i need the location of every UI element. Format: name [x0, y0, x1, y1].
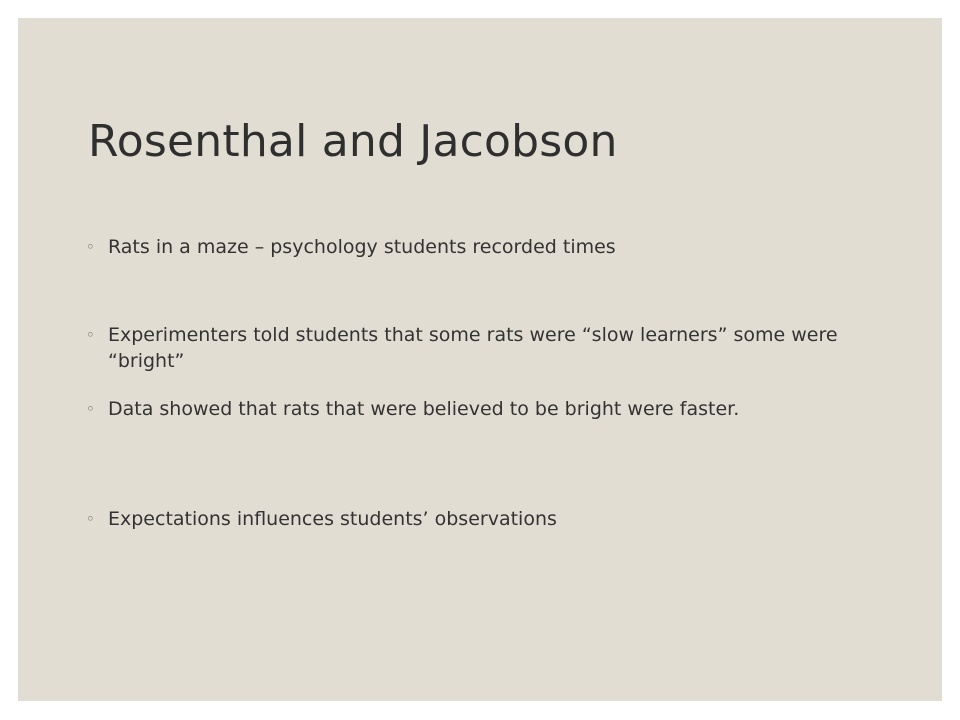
bullet-item: [86, 322, 846, 374]
bullet-text: Data showed that rats that were believed to be bright were faster.: [108, 398, 740, 420]
bullet-item: [86, 234, 846, 260]
bullet-text: Experimenters told students that some rats were “slow learners” some were “bright”: [108, 324, 838, 372]
bullet-marker-icon: ◦: [86, 510, 95, 528]
bullet-text: Rats in a maze – psychology students recorded times: [108, 236, 616, 258]
slide: [18, 18, 942, 701]
slide-title: Rosenthal and Jacobson: [88, 116, 618, 167]
bullet-marker-icon: ◦: [86, 400, 95, 418]
bullet-item: [86, 396, 846, 422]
bullet-marker-icon: ◦: [86, 326, 95, 344]
bullet-text: Expectations influences students’ observations: [108, 508, 557, 530]
bullet-item: [86, 506, 846, 532]
bullet-marker-icon: ◦: [86, 238, 95, 256]
